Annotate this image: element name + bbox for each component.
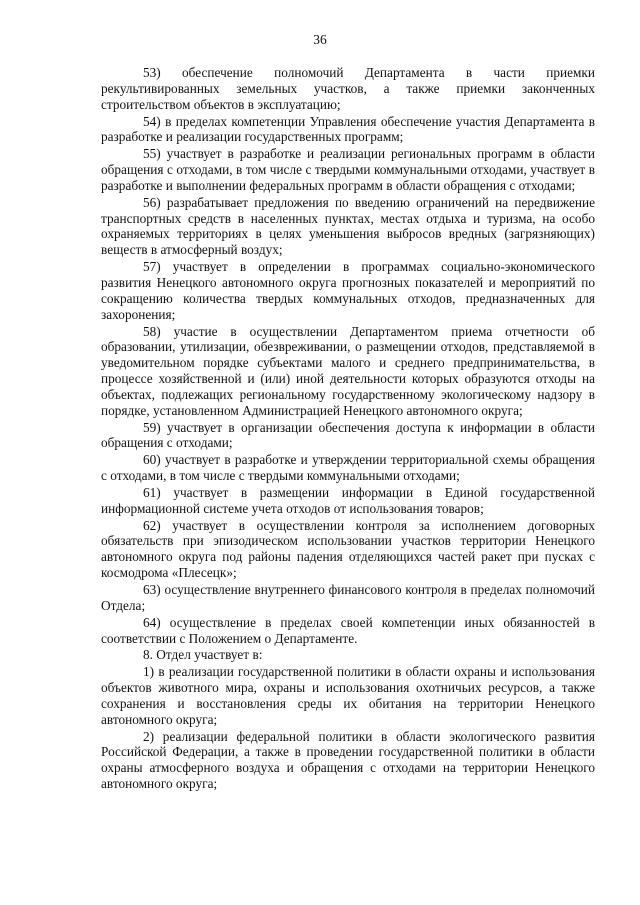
paragraph: 56) разрабатывает предложения по введению ограничений на передвижение транспортных средств в населенных пунктах, местах отдыха и туризма, на особо охраняемых территориях в целях уменьшения выбросов вредных (загрязняющих) веществ в атмосферный воздух; bbox=[101, 194, 595, 258]
paragraph: 58) участие в осуществлении Департаментом приема отчетности об образовании, утилизации, обезвреживании, о размещении отходов, представляемой в уведомительном порядке субъектами малого и среднего предпринимательства, в процессе хозяйственной и (или) иной деятельности которых образуются отходы на объектах, подлежащих региональному государственному экологическому надзору в порядке, установленном Администрацией Ненецкого автономного округа; bbox=[101, 323, 595, 418]
paragraph: 54) в пределах компетенции Управления обеспечение участия Департамента в разработке и реализации государственных программ; bbox=[101, 113, 595, 145]
paragraph: 53) обеспечение полномочий Департамента в части приемки рекультивированных земельных участков, а также приемки законченных строительством объектов в эксплуатацию; bbox=[101, 65, 595, 112]
section-heading: 8. Отдел участвует в: bbox=[143, 647, 263, 663]
paragraph: 57) участвует в определении в программах социально-экономического развития Ненецкого автономного округа прогнозных показателей и мероприятий по сокращению количества твердых коммунальных отходов, предназначенных для захоронения; bbox=[101, 259, 595, 322]
document-body bbox=[101, 65, 595, 793]
paragraph: 55) участвует в разработке и реализации региональных программ в области обращения с отходами, в том числе с твердыми коммунальными отходами, участвует в разработке и выполнении федеральных программ в области обращения с отходами; bbox=[101, 146, 595, 193]
paragraph: 62) участвует в осуществлении контроля за исполнением договорных обязательств при эпизодическом использовании участков территории Ненецкого автономного округа под районы падения отделяющихся частей ракет при пусках с космодрома «Плесецк»; bbox=[101, 517, 595, 581]
page-number: 36 bbox=[313, 32, 327, 47]
paragraph: 59) участвует в организации обеспечения доступа к информации в области обращения с отходами; bbox=[101, 419, 595, 451]
paragraph: 61) участвует в размещении информации в Единой государственной информационной системе учета отходов от использования товаров; bbox=[101, 484, 595, 516]
paragraph: 63) осуществление внутреннего финансового контроля в пределах полномочий Отдела; bbox=[101, 582, 595, 613]
paragraph: 60) участвует в разработке и утверждении территориальной схемы обращения с отходами, в том числе с твердыми коммунальными отходами; bbox=[101, 452, 595, 484]
paragraph: 64) осуществление в пределах своей компетенции иных обязанностей в соответствии с Положением о Департаменте. bbox=[101, 614, 595, 646]
paragraph: 2) реализации федеральной политики в области экологического развития Российской Федерации, а также в проведении государственной политики в области охраны атмосферного воздуха и обращения с отходами на территории Ненецкого автономного округа; bbox=[101, 728, 595, 792]
paragraph: 1) в реализации государственной политики в области охраны и использования объектов животного мира, охраны и использования охотничьих ресурсов, а также сохранения и восстановления среды их обитания на территории Ненецкого автономного округа; bbox=[101, 664, 595, 727]
